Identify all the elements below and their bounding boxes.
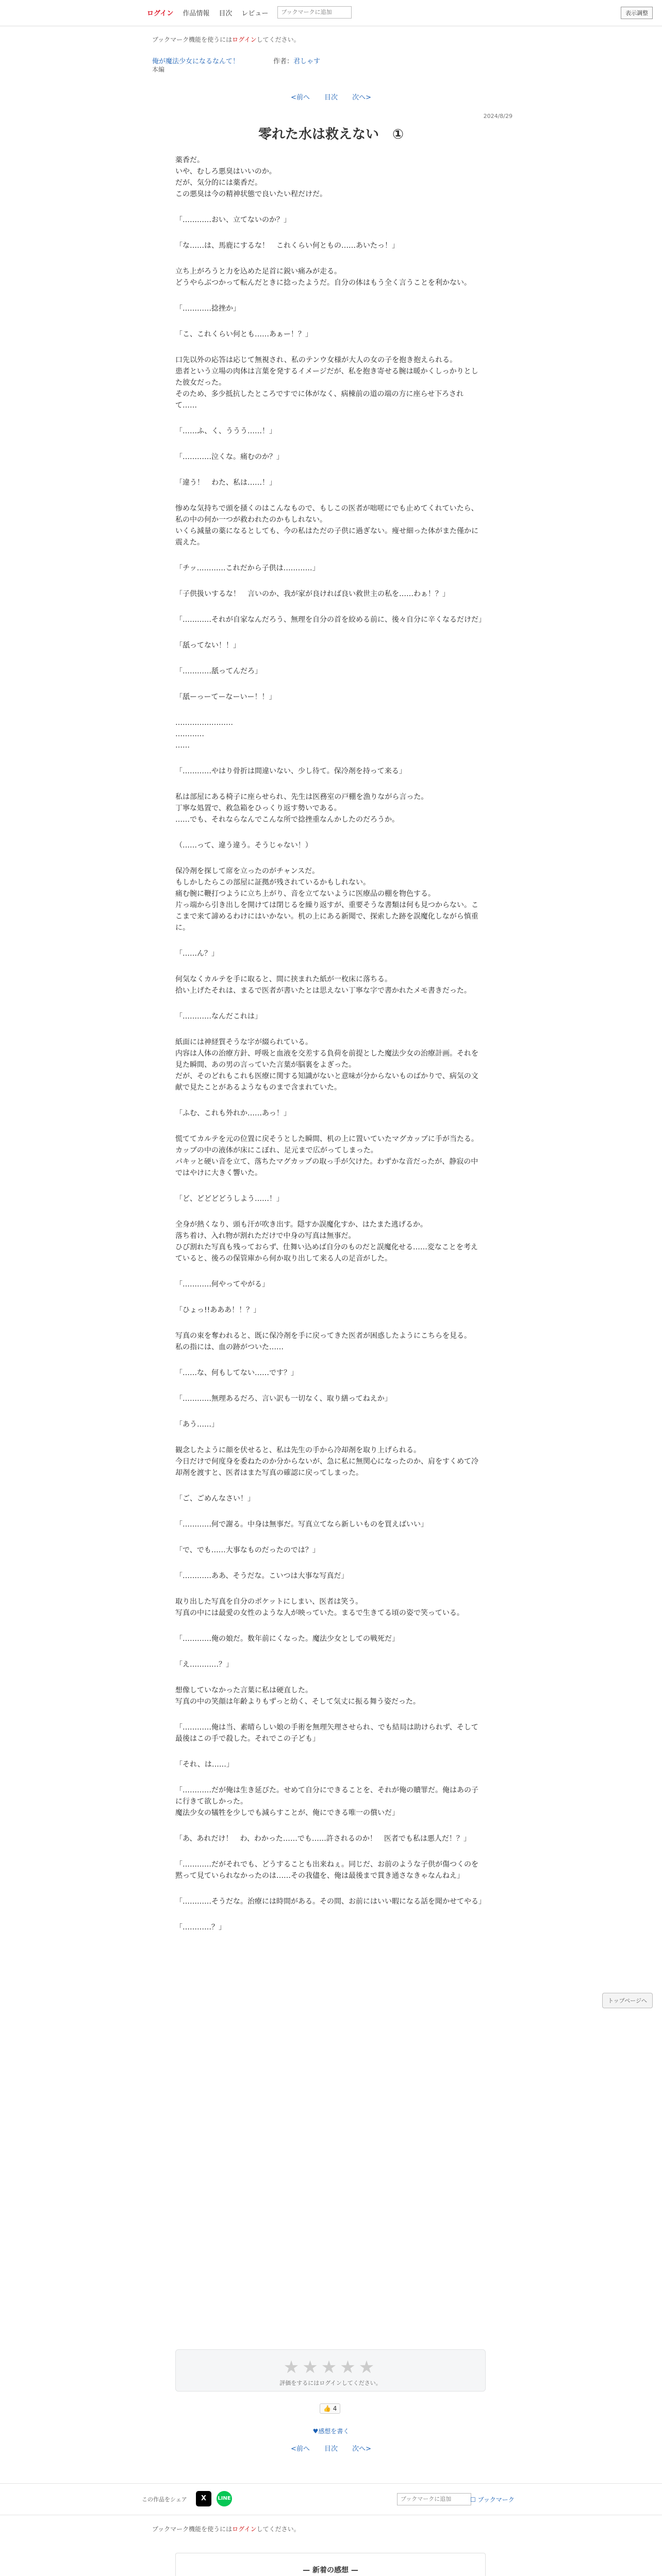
body-paragraph: 「…………そうだな。治療には時間がある。その間、お前にはいい暇になる話を聞かせてやる」 — [175, 1897, 486, 1906]
body-paragraph: 「…………それが自家なんだろう、無理を自分の首を絞める前に、後々自分に辛くなるだけだ」 — [175, 616, 486, 624]
body-paragraph: 「……な、何もしてない……です？」 — [175, 1369, 298, 1377]
body-paragraph: 薬香だ。 いや、むしろ悪臭はいいのか。 だが、気分的には薬香だ。 この悪臭は今の精神状態で良いたい程だけだ。 — [175, 156, 327, 198]
body-paragraph: 「…………何で謝る。中身は無事だ。写真立てなら新しいものを買えばいい」 — [175, 1520, 428, 1529]
share-line-icon[interactable]: LINE — [217, 2491, 232, 2506]
display-settings-button[interactable]: 表示調整 — [621, 7, 653, 19]
body-paragraph: 「…………やはり骨折は間違いない、少し待て。保冷剤を持って来る」 — [175, 767, 406, 775]
body-paragraph: 「チッ…………これだから子供は…………」 — [175, 564, 320, 572]
body-paragraph: 保冷剤を探して席を立ったのがチャンスだ。 もしかしたらこの部屋に証拠が残されているかもしれない。 痛む腕に鞭打つように立ち上がり、音を立てないように医療品の棚を物色する。 片っ端から引き出しを開けては閉じるを繰り返すが、重要そうな書類は何も見つからない。ここまで来て諦めるわけにはいかない。机の上にある新聞で、探索した跡を誤魔化しながら慎重に。 — [175, 867, 478, 932]
body-paragraph: 「……ん？」 — [175, 950, 219, 958]
body-paragraph: 「で、でも……大事なものだったのでは？」 — [175, 1546, 320, 1554]
body-paragraph: 「…………何やってやがる」 — [175, 1280, 269, 1289]
body-paragraph: 「あ、あれだけ！ わ、わかった……でも……許されるのか！ 医者でも私は悪人だ！？」 — [175, 1835, 471, 1843]
body-paragraph: 惨めな気持ちで頭を掻くのはこんなもので、もしこの医者が咄嗟にでも止めてくれていたら、私の中の何か一つが救われたのかもしれない。 いくら減量の薬になるとしても、今の私はただの子供に過ぎない。痩せ細った体がまた僅かに震えた。 — [175, 504, 478, 547]
rating-stars[interactable]: ★★★★★ — [283, 2357, 378, 2378]
body-paragraph: 「こ、これくらい何とも……あぁー！？」 — [175, 330, 312, 338]
top-nav — [0, 0, 662, 26]
novel-body — [175, 155, 485, 1947]
publish-date: 2024/8/29 — [483, 113, 512, 120]
body-paragraph: 立ち上がろうと力を込めた足首に鋭い痛みが走る。 どうやらぶつかって転んだときに捻ったようだ。自分の体はもう全く言うことを利かない。 — [175, 267, 471, 287]
bookmark-note-login-link[interactable]: ログイン — [232, 36, 257, 43]
body-paragraph: 「え…………？」 — [175, 1660, 233, 1669]
bookmark-note-text: ブックマーク機能を使うには — [152, 36, 233, 43]
rating-login-note: 評価をするにはログインしてください。 — [279, 2380, 382, 2386]
like-count: 4 — [333, 2405, 337, 2412]
nav-login-link[interactable]: ログイン — [147, 9, 174, 18]
like-button[interactable] — [320, 2403, 340, 2414]
body-paragraph: …………………… ………… …… — [175, 719, 233, 750]
body-paragraph: 「…………俺は当、素晴らしい娘の手術を無理矢理させられ、でも結局は助けられず、そして最後はこの手で殺した。それでこの子ども」 — [175, 1723, 478, 1743]
body-paragraph: 「…………舐ってんだろ」 — [175, 667, 262, 675]
body-paragraph: 写真の束を奪われると、既に保冷剤を手に戻ってきた医者が困惑したようにこちらを見る。 私の指には、血の跡がついた…… — [175, 1332, 471, 1351]
body-paragraph: 口先以外の応答は応じて無視され、私のテンウ女様が大人の女の子を抱き抱えられる。 患者という立場の肉体は言葉を発するイメージだが、私を抱き寄せる腕は暖かくしっかりとした彼女だった。 そのため、多少抵抗したところですでに体がなく、病棟前の道の端の方に座らせ下ろされて…… — [175, 356, 478, 410]
nav-items — [147, 6, 352, 19]
bookmark-button[interactable]: ☐ ブックマーク — [470, 2496, 515, 2503]
share-x-icon[interactable]: X — [196, 2491, 211, 2506]
share-bar — [0, 2483, 662, 2515]
body-paragraph: 「…………俺の娘だ。数年前にくなった。魔法少女としての戦死だ」 — [175, 1635, 399, 1643]
body-paragraph: 「…………おい、立てないのか？」 — [175, 216, 291, 224]
body-paragraph: 「子供扱いするな！ 言いのか、我が家が良ければ良い救世主の私を……わぁ！？」 — [175, 590, 450, 598]
pager-toc-link-bottom[interactable]: 目次 — [324, 2445, 338, 2453]
back-to-top-button[interactable]: トップページへ — [602, 1993, 653, 2008]
pager-prev-link-bottom[interactable]: <前へ — [290, 2445, 310, 2453]
body-paragraph: 慌ててカルテを元の位置に戻そうとした瞬間、机の上に置いていたマグカップに手が当たる。 カップの中の液体が床にこぼれ、足元まで広がってしまった。 パキッと硬い音を立て、落ちたマグカップの取っ手が欠けた。わずかな音だったが、静寂の中ではやけに大きく響いた。 — [175, 1135, 478, 1177]
pager-bottom — [0, 2443, 662, 2453]
body-paragraph: 「…………無理あるだろ、言い訳も一切なく、取り繕ってねえか」 — [175, 1395, 392, 1403]
pager-prev-link[interactable]: <前へ — [290, 94, 310, 101]
body-paragraph: 何気なくカルテを手に取ると、間に挟まれた紙が一枚床に落ちる。 拾い上げたそれは、まるで医者が書いたとは思えない丁寧な字で書かれたメモ書きだった。 — [175, 975, 471, 995]
pager-next-link[interactable]: 次へ> — [352, 94, 372, 101]
author-link[interactable]: 君しゃす — [293, 58, 321, 65]
body-paragraph: （……って、違う違う。そうじゃない！） — [175, 841, 312, 850]
rating-box — [175, 2349, 486, 2392]
bookmark-login-note — [152, 35, 300, 44]
nav-item-review[interactable]: レビュー — [241, 9, 269, 18]
body-paragraph: 「舐ってない！！」 — [175, 641, 240, 650]
body-paragraph: 取り出した写真を自分のポケットにしまい、医者は笑う。 写真の中には最愛の女性のような人が映っていた。まるで生きてる頃の姿で笑っている。 — [175, 1598, 464, 1617]
body-paragraph: 「ふむ、これも外れか……あっ！」 — [175, 1109, 291, 1117]
body-paragraph: 「…………だがそれでも、どうすることも出来ねぇ。同じだ、お前のような子供が傷つくのを黙って見ていられなかったのは……その我儘を、俺は最後まで貫き通さなきゃなんねえ」 — [175, 1860, 478, 1880]
body-paragraph: 「違う！ わた、私は……！」 — [175, 479, 276, 487]
body-paragraph: 「……ふ、く、ううう……！」 — [175, 427, 276, 435]
body-paragraph: 「あう……」 — [175, 1420, 219, 1429]
body-paragraph: 「…………捻挫か」 — [175, 304, 240, 313]
chapter-title: 零れた水は救えない ① — [258, 127, 404, 142]
bookmark-note2-text-end: してください。 — [256, 2526, 300, 2533]
bookmark-login-note-bottom — [152, 2524, 300, 2533]
body-paragraph: 「…………ああ、そうだな。こいつは大事な写真だ」 — [175, 1572, 349, 1580]
body-paragraph: 「…………だが俺は生き延びた。せめて自分にできることを、それが俺の贖罪だ。俺はあの子に行きて欲しかった。 魔法少女の犠牲を少しでも減らすことが、俺にできる唯一の償いだ」 — [175, 1786, 478, 1817]
write-comment-link[interactable]: ♥感想を書く — [312, 2428, 350, 2435]
body-paragraph: 「…………泣くな。痛むのか？」 — [175, 453, 284, 461]
latest-comments-title: — 新着の感想 — — [303, 2566, 358, 2574]
series-section-label: 本編 — [152, 66, 165, 73]
bookmark-note2-login-link[interactable]: ログイン — [232, 2526, 257, 2533]
pager-top — [0, 92, 662, 101]
pager-next-link-bottom[interactable]: 次へ> — [352, 2445, 372, 2453]
body-paragraph: 「舐ーっーてーなーいー！！」 — [175, 693, 276, 701]
bookmark-note-text-end: してください。 — [256, 36, 300, 43]
bookmark-tag-input[interactable] — [277, 6, 352, 19]
share-bookmark-tag-input[interactable] — [397, 2493, 471, 2505]
series-title-link[interactable]: 俺が魔法少女になるなんて！ — [152, 58, 240, 65]
thumbs-up-icon: 👍 — [323, 2405, 331, 2412]
author-label: 作者： — [273, 58, 294, 65]
body-paragraph: 「な……は、馬鹿にするな！ これくらい何ともの……あいたっ！」 — [175, 242, 399, 250]
series-author — [273, 56, 320, 65]
body-paragraph: 想像していなかった言葉に私は硬直した。 写真の中の笑顔は年齢よりもずっと幼く、そして気丈に振る舞う姿だった。 — [175, 1686, 420, 1706]
body-paragraph: 「それ、は……」 — [175, 1760, 234, 1769]
latest-comments-panel — [175, 2553, 486, 2576]
nav-item-toc[interactable]: 目次 — [219, 9, 233, 18]
share-label: この作品をシェア — [142, 2496, 187, 2503]
body-paragraph: 「ど、どどどどうしよう……！」 — [175, 1195, 284, 1203]
bookmark-note2-text: ブックマーク機能を使うには — [152, 2526, 233, 2533]
body-paragraph: 「…………？」 — [175, 1923, 226, 1931]
body-paragraph: 観念したように顔を伏せると、私は先生の手から冷却剤を取り上げられる。 今日だけで何度身を委ねたのか分からないが、急に私に無関心になったのか、肩をすくめて冷却剤を渡すと、医者はまた写真の確認に戻ってしまった。 — [175, 1446, 478, 1477]
pager-toc-link[interactable]: 目次 — [324, 94, 338, 101]
body-paragraph: 紙面には神経質そうな字が綴られている。 内容は人体の治療方針、呼吸と血液を交差する負荷を前提とした魔法少女の治療計画。それを見た瞬間、あの男の言っていた言葉が脳裏をよぎった。 だが、そのどれもこれも医療に関する知識がないと意味が分からないものばかりで、病気の文献で見たことがあるようなものまで含まれていた。 — [175, 1038, 478, 1092]
body-paragraph: 全身が熱くなり、頭も汗が吹き出す。隠すか誤魔化すか、はたまた逃げるか。 落ち着け、入れ物が割れただけで中身の写真は無事だ。 ひび割れた写真も残っておらず、仕舞い込めば自分のものだと誤魔化せる……変なことを考えていると、後ろの保管庫から何か取り出して来る人の足音がした。 — [175, 1221, 478, 1263]
body-paragraph: 「ご、ごめんなさい！」 — [175, 1495, 255, 1503]
nav-item-info[interactable]: 作品情報 — [183, 9, 210, 18]
body-paragraph: 「ひょっ!!あああ！！？」 — [175, 1306, 261, 1314]
body-paragraph: 「…………なんだこれは」 — [175, 1012, 262, 1021]
body-paragraph: 私は部屋にある椅子に座らせられ、先生は医務室の戸棚を漁りながら言った。 丁寧な処置で、救急箱をひっくり返す勢いである。 ……でも、それならなんでこんな所で捻挫重なんかしたのだろうか。 — [175, 793, 428, 824]
